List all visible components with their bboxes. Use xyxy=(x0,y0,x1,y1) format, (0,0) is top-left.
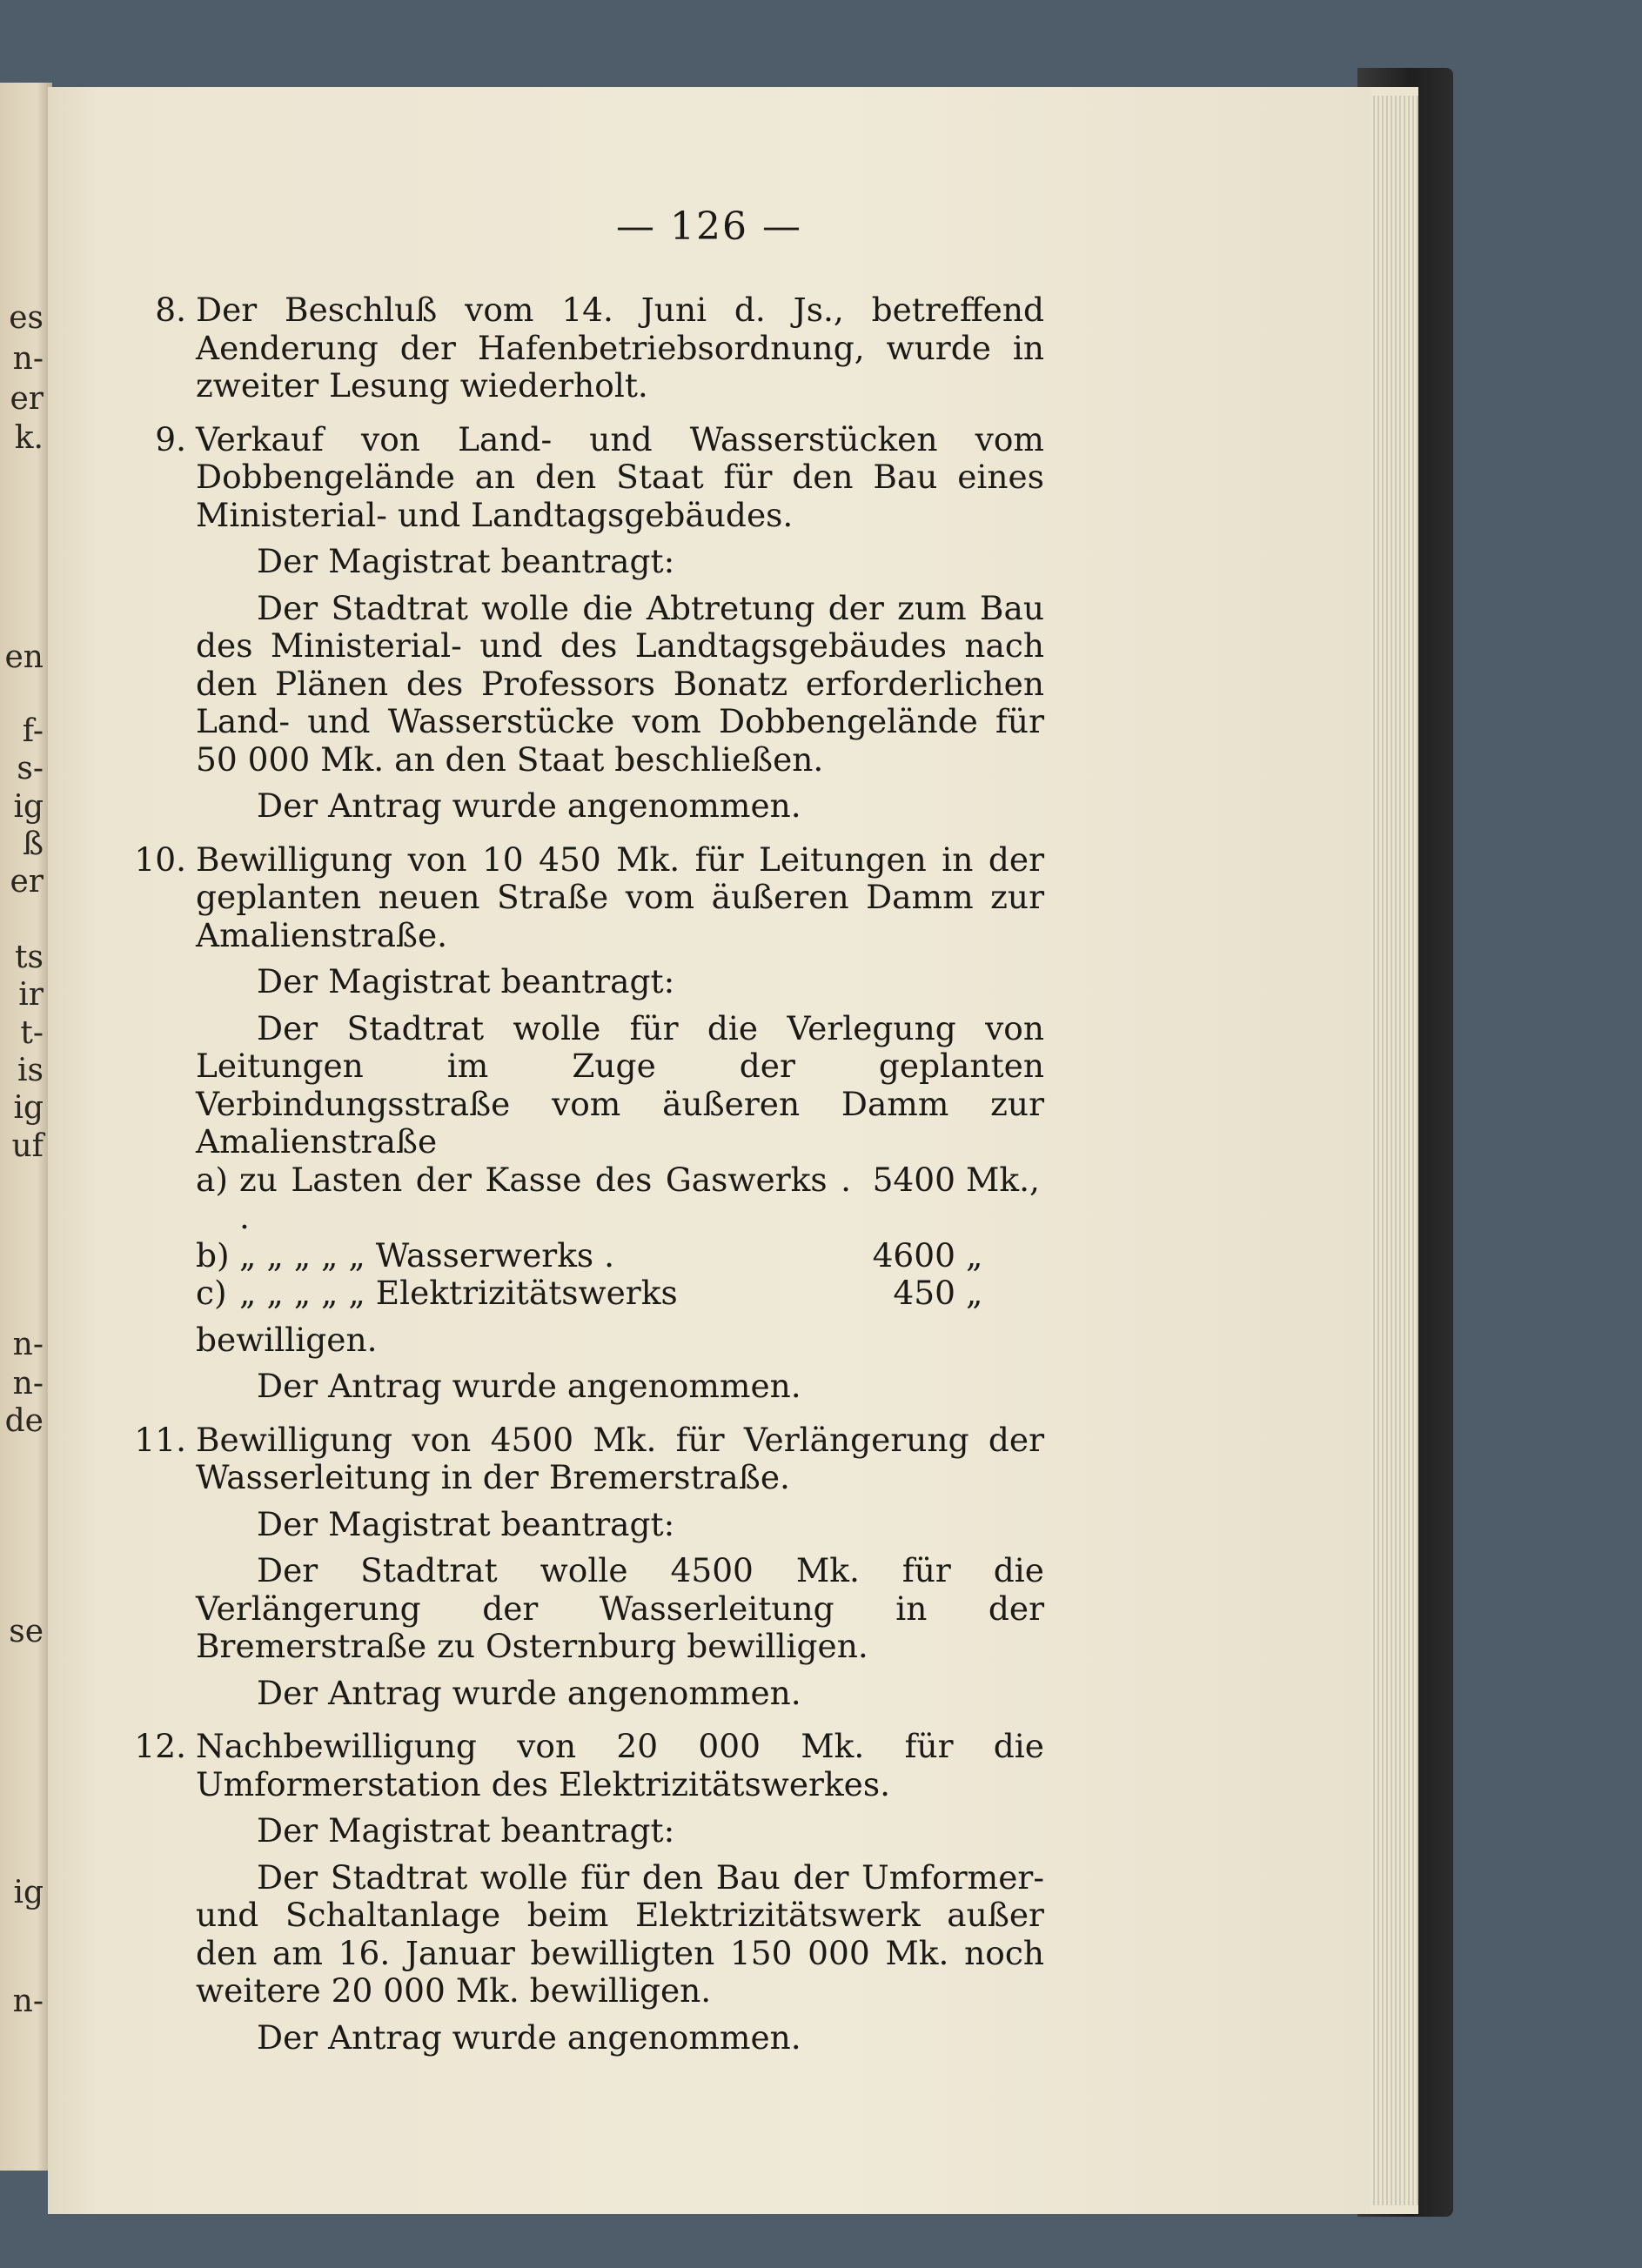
book-page xyxy=(48,87,1371,2214)
item-title: Bewilligung von 4500 Mk. für Verlängerung der Wasserleitung in der Bremerstraße. xyxy=(196,1420,1044,1496)
prev-page-fragment: n- xyxy=(12,1984,44,2019)
prev-page-fragment: ß xyxy=(22,826,44,862)
item-number: 8. xyxy=(155,291,186,329)
prev-page-fragment: k. xyxy=(14,420,44,456)
prev-page-fragment: n- xyxy=(12,341,44,377)
prev-page-fragment: t- xyxy=(20,1015,44,1051)
prev-page-fragment: se xyxy=(9,1614,44,1649)
previous-page-edge xyxy=(0,83,52,2171)
closing-text: bewilligen. xyxy=(196,1320,378,1359)
prev-page-fragment: ir xyxy=(18,977,44,1013)
prev-page-fragment: ig xyxy=(13,1090,44,1126)
list-text: „ „ „ „ „ Elektrizitätswerks xyxy=(239,1274,678,1312)
list-unit: „ xyxy=(966,1274,983,1312)
page-edges xyxy=(1371,96,1418,2205)
page-number: — 126 — xyxy=(616,204,802,249)
proposal-intro: Der Magistrat beantragt: xyxy=(257,1811,675,1850)
list-unit: „ xyxy=(966,1235,983,1274)
page-content xyxy=(134,291,1044,2072)
prev-page-fragment: ig xyxy=(13,1875,44,1910)
item-title: Verkauf von Land- und Wasserstücken vom Dobbengelände an den Staat für den Bau eines Ministerial- und Landtagsgebäudes. xyxy=(196,419,1044,534)
agenda-item xyxy=(134,1727,1044,2057)
list-item xyxy=(196,1161,1044,1237)
list-item xyxy=(196,1274,1044,1313)
prev-page-fragment: n- xyxy=(12,1327,44,1362)
list-key: b) xyxy=(196,1235,230,1274)
prev-page-fragment: er xyxy=(10,864,44,900)
list-text: „ „ „ „ „ Wasserwerks . xyxy=(239,1235,615,1274)
list-amount: 4600 xyxy=(872,1235,955,1274)
prev-page-fragment: f- xyxy=(22,713,44,749)
agenda-item xyxy=(148,291,1044,405)
list-text: zu Lasten der Kasse des Gaswerks . . xyxy=(239,1160,851,1236)
proposal-text: Der Stadtrat wolle die Abtretung der zum Bau des Ministerial- und des Landtagsgebäudes nach den Plänen des Professors Bonatz erforderlichen Land- und Wasserstücke vom Dobbengelände für 50 000 Mk. an den Staat beschließen. xyxy=(196,588,1044,779)
proposal-text: Der Stadtrat wolle 4500 Mk. für die Verlängerung der Wasserleitung in der Bremerstraße zu Osternburg bewilligen. xyxy=(196,1551,1044,1665)
prev-page-fragment: er xyxy=(10,381,44,417)
list-amount: 5400 xyxy=(872,1160,955,1199)
prev-page-fragment: ts xyxy=(15,940,44,975)
prev-page-fragment: es xyxy=(9,300,44,336)
item-number: 10. xyxy=(134,840,186,879)
agenda-item xyxy=(134,1420,1044,1713)
item-title: Der Beschluß vom 14. Juni d. Js., betreffend Aenderung der Hafenbetriebsordnung, wurde in zweiter Lesung wiederholt. xyxy=(196,291,1044,405)
prev-page-fragment: ig xyxy=(13,789,44,825)
item-title: Bewilligung von 10 450 Mk. für Leitungen in der geplanten neuen Straße vom äußeren Damm zur Amalienstraße. xyxy=(196,840,1044,954)
list-key: c) xyxy=(196,1274,227,1312)
proposal-intro: Der Magistrat beantragt: xyxy=(257,1504,675,1543)
agenda-item xyxy=(134,840,1044,1406)
prev-page-fragment: is xyxy=(17,1053,44,1088)
list-key: a) xyxy=(196,1160,228,1199)
item-title: Nachbewilligung von 20 000 Mk. für die Umformerstation des Elektrizitätswerkes. xyxy=(196,1727,1044,1803)
prev-page-fragment: n- xyxy=(12,1366,44,1402)
prev-page-fragment: en xyxy=(4,639,44,675)
item-number: 12. xyxy=(134,1727,186,1765)
allocation-list xyxy=(196,1161,1044,1313)
result-text: Der Antrag wurde angenommen. xyxy=(257,1673,801,1712)
item-number: 9. xyxy=(155,419,186,458)
proposal-intro: Der Magistrat beantragt: xyxy=(257,542,675,580)
prev-page-fragment: s- xyxy=(17,751,44,786)
agenda-item xyxy=(148,421,1044,826)
list-unit: Mk., xyxy=(966,1160,1040,1199)
item-number: 11. xyxy=(134,1420,186,1459)
proposal-intro: Der Magistrat beantragt: xyxy=(257,962,675,1000)
result-text: Der Antrag wurde angenommen. xyxy=(257,786,801,825)
prev-page-fragment: de xyxy=(4,1403,44,1439)
list-amount: 450 xyxy=(893,1274,955,1312)
prev-page-fragment: uf xyxy=(11,1128,44,1164)
result-text: Der Antrag wurde angenommen. xyxy=(257,1367,801,1405)
proposal-text: Der Stadtrat wolle für den Bau der Umformer- und Schaltanlage beim Elektrizitätswerk außer den am 16. Januar bewilligten 150 000 Mk. noch weitere 20 000 Mk. bewilligen. xyxy=(196,1857,1044,2010)
proposal-text: Der Stadtrat wolle für die Verlegung von Leitungen im Zuge der geplanten Verbindungsstraße vom äußeren Damm zur Amalienstraße xyxy=(196,1008,1044,1161)
result-text: Der Antrag wurde angenommen. xyxy=(257,2017,801,2057)
list-item xyxy=(196,1237,1044,1275)
